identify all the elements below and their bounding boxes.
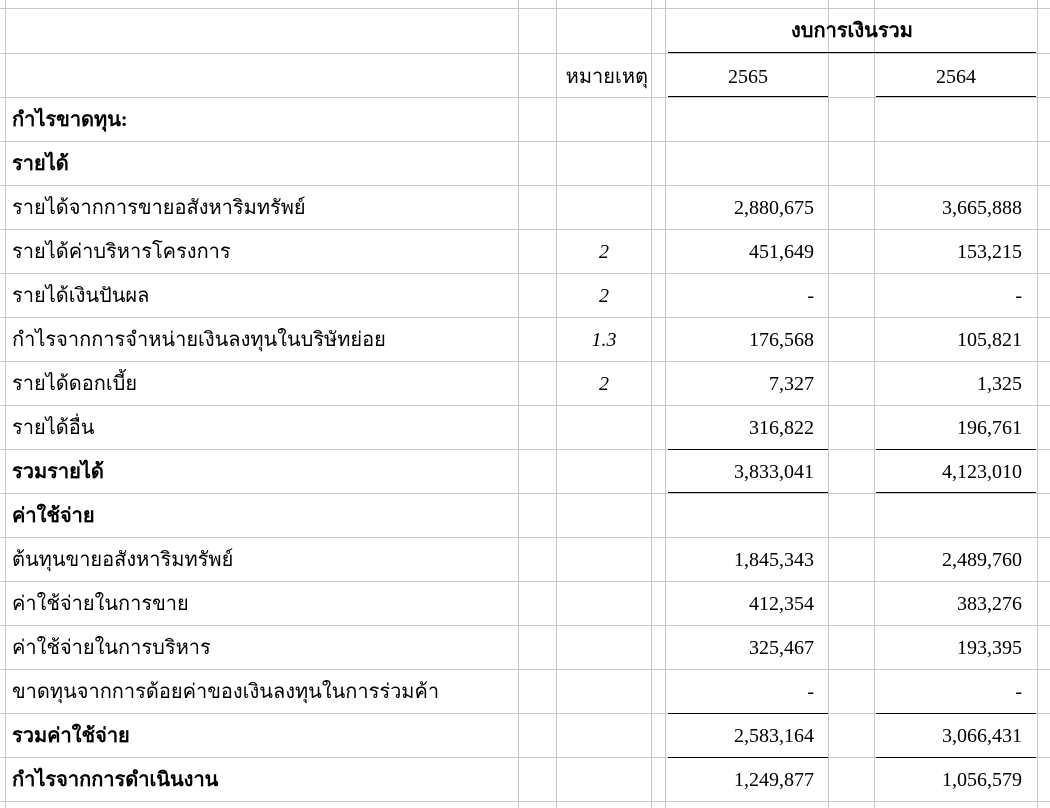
row-label: กำไรขาดทุน: xyxy=(12,109,128,131)
table-row xyxy=(0,582,1050,626)
row-label: รายได้เงินปันผล xyxy=(12,285,150,307)
value-2565: 176,568 xyxy=(749,329,814,351)
value-2565: 316,822 xyxy=(749,417,814,439)
row-label: กำไรจากการจำหน่ายเงินลงทุนในบริษัทย่อย xyxy=(12,329,386,351)
row-label: รายได้อื่น xyxy=(12,417,95,439)
table-row xyxy=(0,450,1050,494)
year-2564-header: 2564 xyxy=(936,66,976,88)
table-row xyxy=(0,318,1050,362)
note-column-header: หมายเหตุ xyxy=(565,66,648,88)
table-row xyxy=(0,714,1050,758)
value-2564: 193,395 xyxy=(957,637,1022,659)
value-2565: 2,880,675 xyxy=(734,197,814,219)
table-row xyxy=(0,538,1050,582)
value-2564: 196,761 xyxy=(957,417,1022,439)
table-row xyxy=(0,98,1050,142)
value-2564: 153,215 xyxy=(957,241,1022,263)
table-row xyxy=(0,274,1050,318)
year-underline xyxy=(668,96,828,97)
row-label: ขาดทุนจากการด้อยค่าของเงินลงทุนในการร่วมค้า xyxy=(12,681,440,703)
value-2564: - xyxy=(1015,285,1022,307)
subtotal-rule xyxy=(876,492,1036,493)
value-2564: 3,665,888 xyxy=(942,197,1022,219)
row-label: กำไรจากการดำเนินงาน xyxy=(12,769,219,791)
row-label: รายได้ดอกเบี้ย xyxy=(12,373,138,395)
value-2565: 7,327 xyxy=(769,373,814,395)
year-2565-header: 2565 xyxy=(728,66,768,88)
row-label: รวมค่าใช้จ่าย xyxy=(12,725,130,747)
value-2565: 412,354 xyxy=(749,593,814,615)
value-2564: 4,123,010 xyxy=(942,461,1022,483)
table-row xyxy=(0,758,1050,802)
table-row xyxy=(0,670,1050,714)
header-underline xyxy=(668,52,1036,53)
value-2565: 451,649 xyxy=(749,241,814,263)
grid-line xyxy=(0,53,1050,54)
row-label: ค่าใช้จ่ายในการขาย xyxy=(12,593,189,615)
value-2565: - xyxy=(807,285,814,307)
row-label: ต้นทุนขายอสังหาริมทรัพย์ xyxy=(12,549,234,571)
row-label: รายได้จากการขายอสังหาริมทรัพย์ xyxy=(12,197,306,219)
value-2565: 1,249,877 xyxy=(734,769,814,791)
value-2564: 1,325 xyxy=(977,373,1022,395)
value-2565: 2,583,164 xyxy=(734,725,814,747)
value-2564: 105,821 xyxy=(957,329,1022,351)
value-2564: 2,489,760 xyxy=(942,549,1022,571)
table-row xyxy=(0,230,1050,274)
value-2565: 325,467 xyxy=(749,637,814,659)
row-label: รายได้ xyxy=(12,153,69,175)
value-2565: 1,845,343 xyxy=(734,549,814,571)
table-row xyxy=(0,186,1050,230)
row-label: รายได้ค่าบริหารโครงการ xyxy=(12,241,231,263)
note-ref: 2 xyxy=(599,373,609,395)
grid-line xyxy=(0,8,1050,9)
note-ref: 2 xyxy=(599,241,609,263)
value-2565: - xyxy=(807,681,814,703)
year-underline xyxy=(876,96,1036,97)
table-row xyxy=(0,494,1050,538)
value-2564: - xyxy=(1015,681,1022,703)
consolidated-header: งบการเงินรวม xyxy=(791,20,913,42)
value-2565: 3,833,041 xyxy=(734,461,814,483)
row-label: รวมรายได้ xyxy=(12,461,104,483)
value-2564: 383,276 xyxy=(957,593,1022,615)
row-label: ค่าใช้จ่ายในการบริหาร xyxy=(12,637,211,659)
note-ref: 2 xyxy=(599,285,609,307)
table-row xyxy=(0,406,1050,450)
table-row xyxy=(0,142,1050,186)
table-row xyxy=(0,362,1050,406)
row-label: ค่าใช้จ่าย xyxy=(12,505,95,527)
value-2564: 1,056,579 xyxy=(942,769,1022,791)
table-row xyxy=(0,626,1050,670)
value-2564: 3,066,431 xyxy=(942,725,1022,747)
note-ref: 1.3 xyxy=(591,329,617,351)
subtotal-rule xyxy=(668,492,828,493)
